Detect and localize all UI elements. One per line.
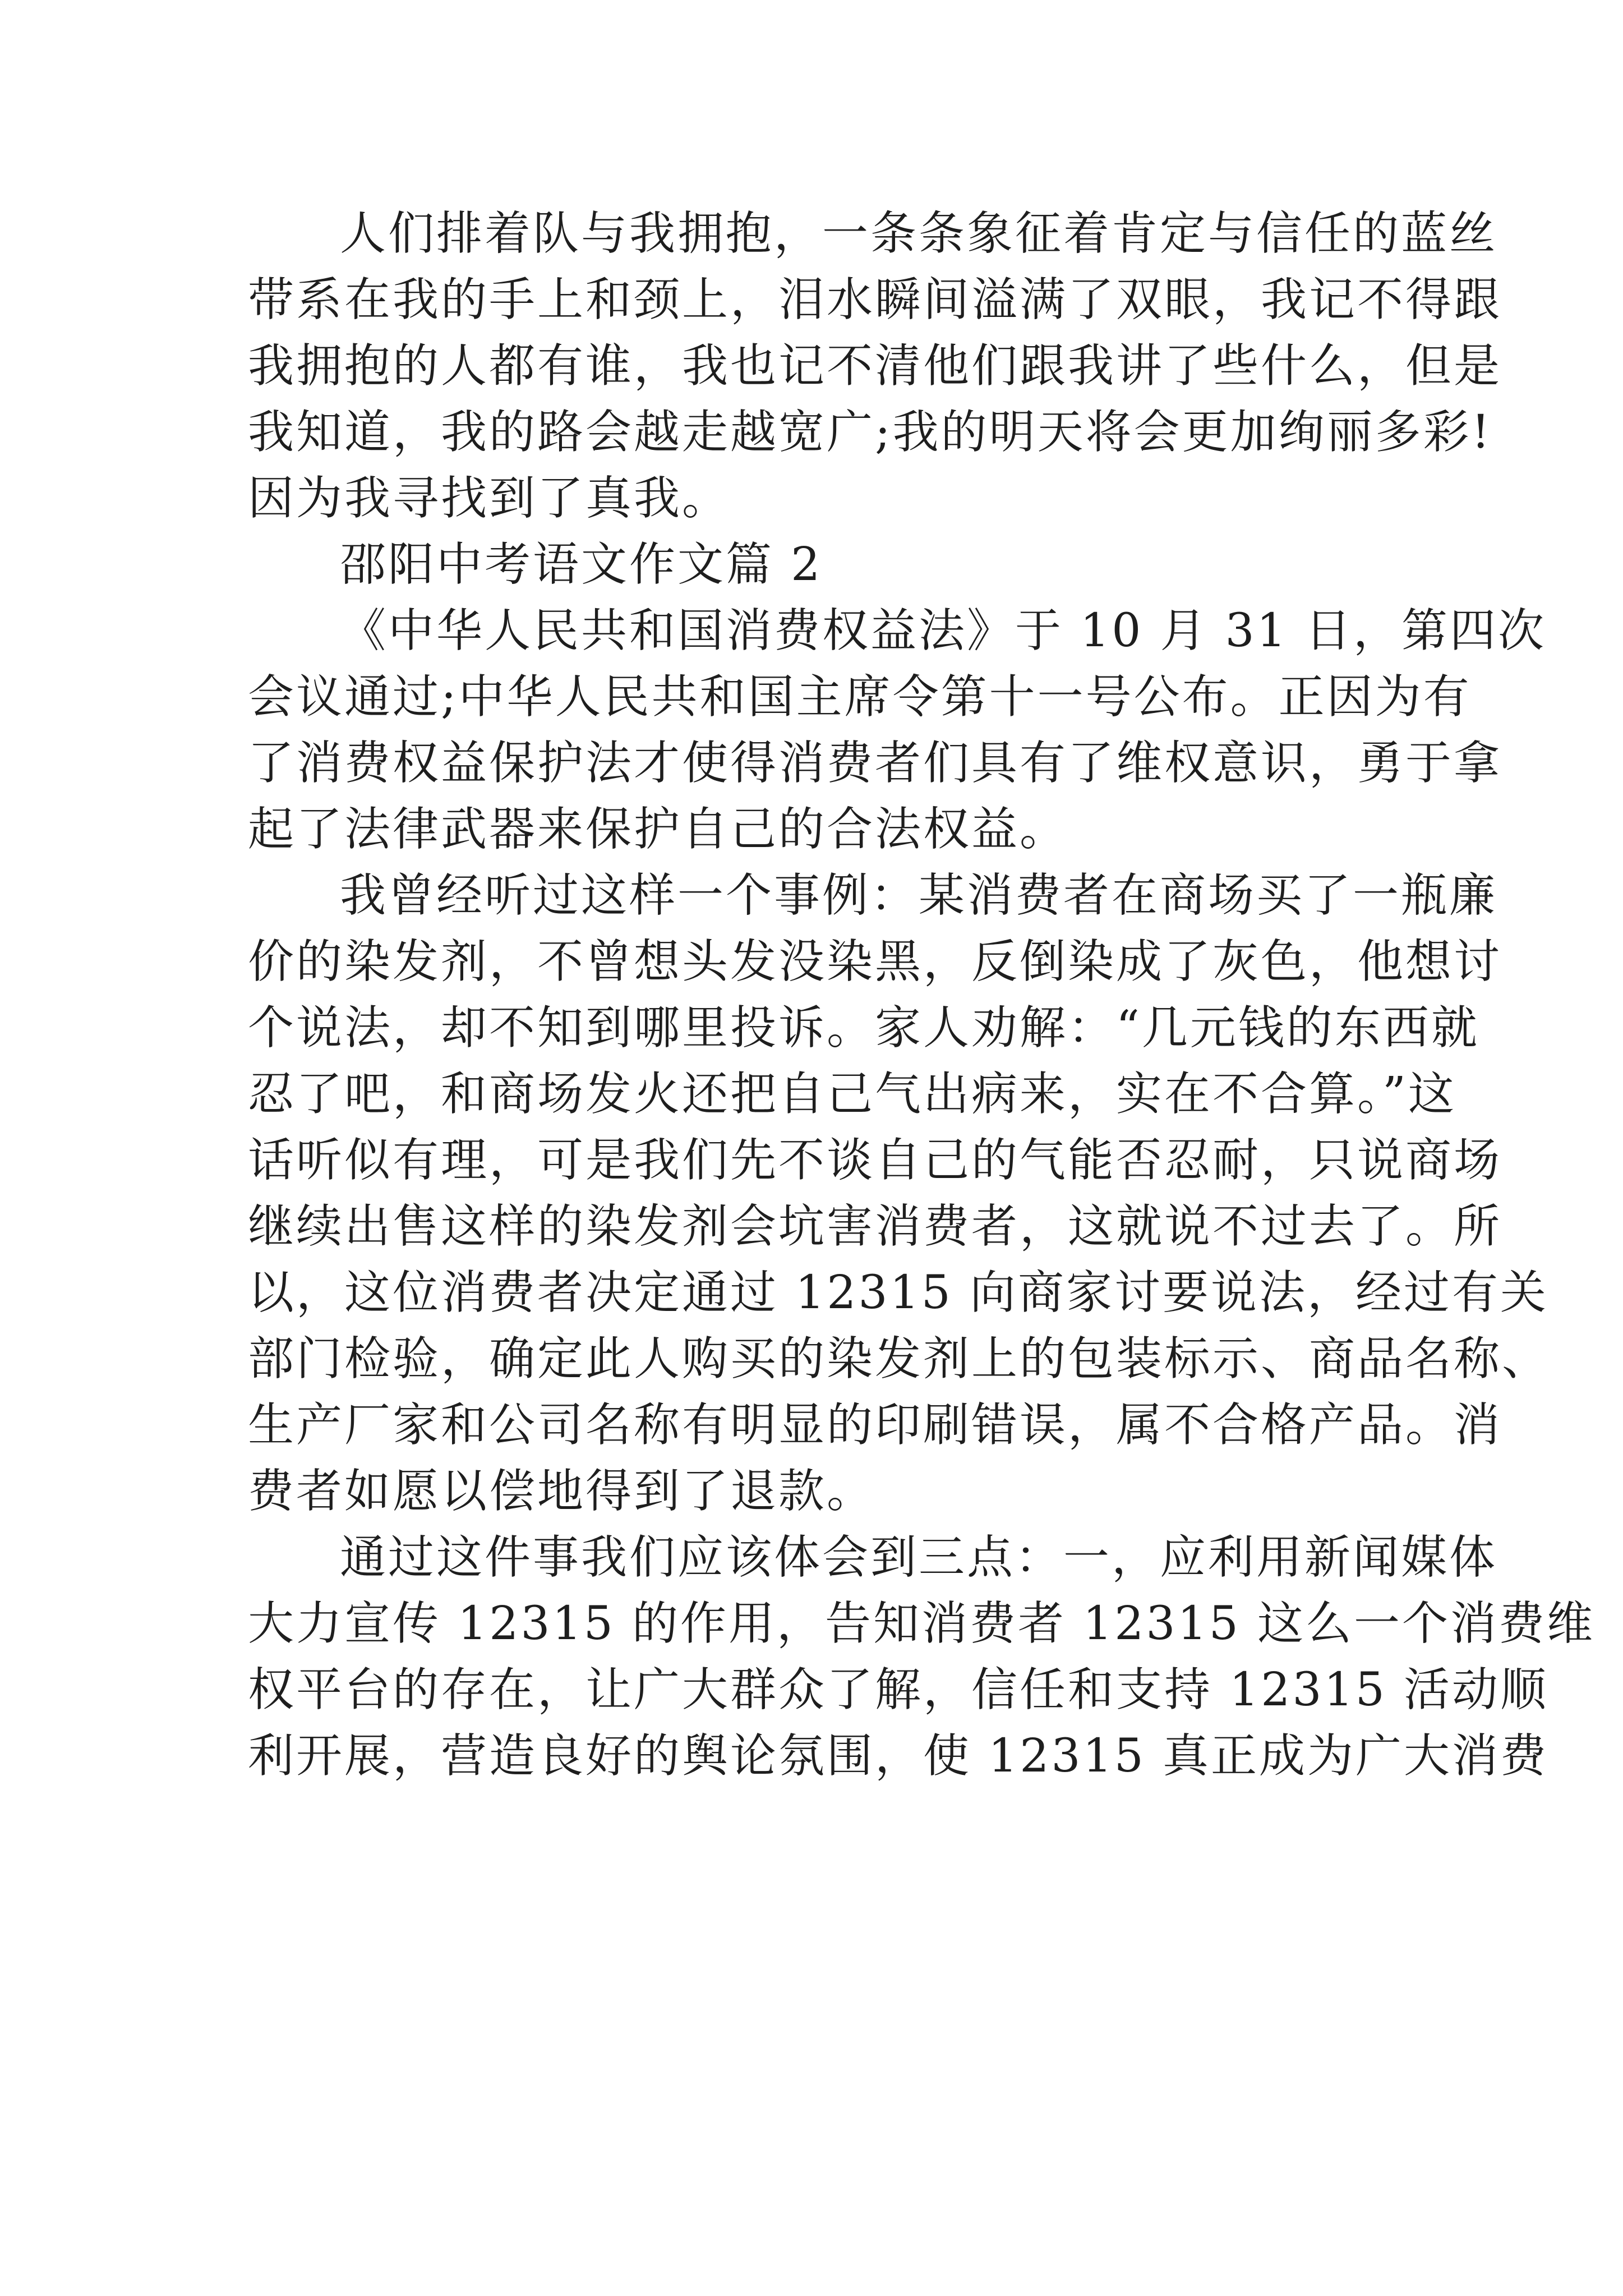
document-body: [248, 201, 1595, 1789]
paragraph-line: 利开展，营造良好的舆论氛围，使 12315 真正成为广大消费: [248, 1729, 1548, 1783]
paragraph-line: 话听似有理，可是我们先不谈自己的气能否忍耐，只说商场: [248, 1134, 1502, 1187]
paragraph-line: 费者如愿以偿地得到了退款。: [248, 1465, 875, 1518]
paragraph-line: 我知道，我的路会越走越宽广;我的明天将会更加绚丽多彩!: [248, 406, 1492, 459]
paragraph-line: 以，这位消费者决定通过 12315 向商家讨要说法，经过有关: [248, 1266, 1548, 1319]
paragraph-line: 我拥抱的人都有谁，我也记不清他们跟我讲了些什么，但是: [248, 339, 1502, 393]
paragraph-line: 通过这件事我们应该体会到三点：一，应利用新闻媒体: [340, 1531, 1498, 1584]
paragraph-line: 大力宣传 12315 的作用，告知消费者 12315 这么一个消费维: [248, 1597, 1595, 1650]
paragraph-line: 继续出售这样的染发剂会坑害消费者，这就说不过去了。所: [248, 1200, 1502, 1253]
paragraph-line: 个说法，却不知到哪里投诉。家人劝解：“几元钱的东西就: [248, 1001, 1479, 1055]
paragraph-4: [248, 1525, 1595, 1789]
paragraph-line: 我曾经听过这样一个事例：某消费者在商场买了一瓶廉: [340, 869, 1498, 922]
paragraph-line: 价的染发剂，不曾想头发没染黑，反倒染成了灰色，他想讨: [248, 935, 1502, 988]
paragraph-1: [248, 201, 1502, 532]
paragraph-2: [248, 598, 1546, 863]
paragraph-line: 《中华人民共和国消费权益法》于 10 月 31 日，第四次: [340, 604, 1546, 657]
paragraph-line: 因为我寻找到了真我。: [248, 472, 731, 525]
paragraph-line: 忍了吧，和商场发火还把自己气出病来，实在不合算。”这: [248, 1068, 1456, 1121]
paragraph-3: [248, 863, 1551, 1525]
paragraph-line: 起了法律武器来保护自己的合法权益。: [248, 803, 1068, 856]
section-heading: 邵阳中考语文作文篇 2: [340, 538, 823, 591]
section-heading-block: [248, 532, 1392, 598]
paragraph-line: 会议通过;中华人民共和国主席令第十一号公布。正因为有: [248, 670, 1472, 724]
paragraph-line: 人们排着队与我拥抱，一条条象征着肯定与信任的蓝丝: [340, 207, 1498, 260]
paragraph-line: 部门检验，确定此人购买的染发剂上的包装标示、商品名称、: [248, 1332, 1551, 1386]
paragraph-line: 带系在我的手上和颈上，泪水瞬间溢满了双眼，我记不得跟: [248, 273, 1502, 326]
paragraph-line: 权平台的存在，让广大群众了解，信任和支持 12315 活动顺: [248, 1663, 1548, 1717]
paragraph-line: 生产厂家和公司名称有明显的印刷错误，属不合格产品。消: [248, 1398, 1502, 1452]
paragraph-line: 了消费权益保护法才使得消费者们具有了维权意识，勇于拿: [248, 737, 1502, 790]
